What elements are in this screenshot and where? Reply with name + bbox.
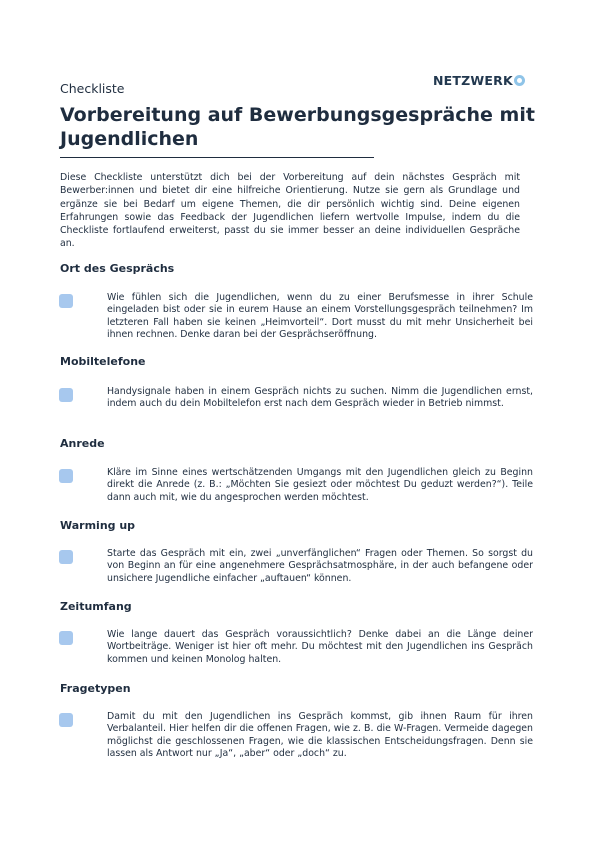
section-title-fragetypen: Fragetypen xyxy=(60,682,131,695)
checkbox-ort[interactable] xyxy=(59,294,73,308)
checkbox-warming-up[interactable] xyxy=(59,550,73,564)
checkbox-anrede[interactable] xyxy=(59,469,73,483)
item-text-mobiltelefone: Handysignale haben in einem Gespräch nichts zu suchen. Nimm die Jugendlichen ernst, indem auch du dein Mobiltelefon erst nach dem Gespräch wieder in Betrieb nimmst. xyxy=(107,386,533,410)
item-text-anrede: Kläre im Sinne eines wertschätzenden Umgangs mit den Jugendlichen gleich zu Beginn direkt die Anrede (z. B.: „Möchten Sie gesiezt oder möchtest Du geduzt werden?“). Teile dann auch mit, wie du angesprochen werden möchtest. xyxy=(107,467,533,503)
document-type-label: Checkliste xyxy=(60,81,125,96)
item-text-fragetypen: Damit du mit den Jugendlichen ins Gespräch kommst, gib ihnen Raum für ihren Verbalanteil. Hier helfen dir die offenen Fragen, wie z. B. die W-Fragen. Vermeide dagegen möglichst die geschlossenen Fragen, wie die klassischen Entscheidungsfragen. Denn sie lassen als Antwort nur „Ja“, „aber“ oder „doch“ zu. xyxy=(107,711,533,760)
logo-mark-icon xyxy=(514,75,525,86)
checkbox-zeitumfang[interactable] xyxy=(59,631,73,645)
intro-paragraph: Diese Checkliste unterstützt dich bei der Vorbereitung auf dein nächstes Gespräch mit Bewerber:innen und bietet dir eine hilfreiche Orientierung. Nutze sie gern als Grundlage und ergänze sie bei Bedarf um eigene Themen, die dir persönlich wichtig sind. Deine eigenen Erfahrungen sowie das Feedback der Jugendlichen liefern wertvolle Impulse, indem du die Checkliste fortlaufend erweiterst, passt du sie immer besser an deine individuellen Gespräche an. xyxy=(60,172,520,250)
section-title-zeitumfang: Zeitumfang xyxy=(60,600,132,613)
item-text-zeitumfang: Wie lange dauert das Gespräch voraussichtlich? Denke dabei an die Länge deiner Wortbeiträge. Weniger ist hier oft mehr. Du möchtest mit den Jugendlichen ins Gespräch kommen und keinen Monolog halten. xyxy=(107,629,533,665)
checkbox-fragetypen[interactable] xyxy=(59,713,73,727)
section-title-mobiltelefone: Mobiltelefone xyxy=(60,355,146,368)
item-text-warming-up: Starte das Gespräch mit ein, zwei „unverfänglichen“ Fragen oder Themen. So sorgst du von Beginn an für eine angenehmere Gesprächsatmosphäre, in der auch befangene oder unsichere Jugendliche einfacher „auftauen“ können. xyxy=(107,548,533,584)
checkbox-mobiltelefone[interactable] xyxy=(59,388,73,402)
netzwerk-logo xyxy=(433,73,525,88)
section-title-warming-up: Warming up xyxy=(60,519,136,532)
section-title-ort: Ort des Gesprächs xyxy=(60,262,175,275)
page-title: Vorbereitung auf Bewerbungsgespräche mit Jugendlichen xyxy=(60,104,535,150)
section-title-anrede: Anrede xyxy=(60,437,105,450)
title-divider xyxy=(60,157,374,158)
item-text-ort: Wie fühlen sich die Jugendlichen, wenn du zu einer Berufsmesse in ihrer Schule eingeladen bist oder sie in eurem Hause an einem Vorstellungsgespräch teilnehmen? Im letzteren Fall haben sie keinen „Heimvorteil“. Dort musst du mit mehr Unsicherheit bei ihnen rechnen. Denke daran bei der Gesprächseröffnung. xyxy=(107,292,533,341)
logo-text: NETZWERK xyxy=(433,73,513,88)
